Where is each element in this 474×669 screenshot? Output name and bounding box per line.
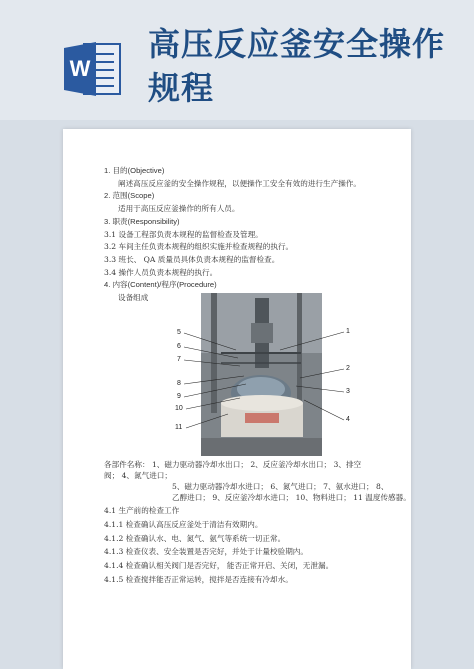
- callout-8: 8: [177, 380, 181, 387]
- inspection-item: 4.1.3 检查仪表、安全装置是否完好，并处于计量校验期内。: [104, 547, 308, 557]
- heading-responsibility: 3. 职责(Responsibility): [104, 216, 180, 226]
- equipment-label: 设备组成: [118, 293, 149, 303]
- parts-line: 5、磁力驱动器冷却水进口； 6、氮气进口； 7、氨水进口； 8、: [172, 482, 389, 491]
- callout-4: 4: [346, 416, 350, 423]
- heading-content: 4. 内容(Content)/程序(Procedure): [104, 280, 217, 290]
- section-inspection: [104, 504, 404, 587]
- parts-list: [104, 459, 411, 503]
- callout-7: 7: [177, 356, 181, 363]
- parts-line: 乙醇进口； 9、反应釜冷却水进口； 10、物料进口； 11 温度传感器。: [172, 493, 411, 502]
- callout-10: 10: [175, 405, 183, 412]
- inspection-item: 4.1.2 检查确认水、电、氮气、氨气等系统一切正常。: [104, 533, 286, 543]
- inspection-item: 4.1.5 检查搅拌能否正常运转，搅拌是否连接有冷却水。: [104, 574, 293, 584]
- callout-3: 3: [346, 388, 350, 395]
- heading-objective: 1. 目的(Objective): [104, 166, 165, 175]
- responsibility-item: 3.1 设备工程部负责本规程的监督检查及管理。: [104, 229, 263, 239]
- responsibility-item: 3.2 车间主任负责本规程的组织实施并检查规程的执行。: [104, 242, 294, 252]
- heading-scope: 2. 范围(Scope): [104, 191, 155, 201]
- parts-line: 各部件名称： 1、磁力驱动器冷却水出口； 2、反应釜冷却水出口； 3、排空: [104, 460, 362, 469]
- section-heading: 4.1 生产前的检查工作: [104, 506, 180, 515]
- callout-2: 2: [346, 365, 350, 372]
- inspection-item: 4.1.1 检查确认高压反应釜处于清洁有效期内。: [104, 519, 263, 529]
- objective-text: 阐述高压反应釜的安全操作规程，以便操作工安全有效的进行生产操作。: [118, 178, 361, 188]
- callout-6: 6: [177, 343, 181, 350]
- callout-11: 11: [175, 424, 183, 431]
- scope-text: 适用于高压反应釜操作的所有人员。: [118, 204, 240, 214]
- page-title: 高压反应釜安全操作规程: [148, 25, 446, 107]
- callout-9: 9: [177, 393, 181, 400]
- logo-letter: W: [69, 56, 91, 81]
- callout-1: 1: [346, 328, 350, 335]
- parts-line: 阀； 4、氮气进口；: [104, 471, 172, 480]
- responsibility-item: 3.3 班长、 QA 质量员具体负责本规程的监督检查。: [104, 254, 280, 264]
- inspection-item: 4.1.4 检查确认相关阀门是否完好， 能否正常开启、关闭，无泄漏。: [104, 561, 334, 571]
- responsibility-item: 3.4 操作人员负责本规程的执行。: [104, 267, 218, 277]
- callout-5: 5: [177, 329, 181, 336]
